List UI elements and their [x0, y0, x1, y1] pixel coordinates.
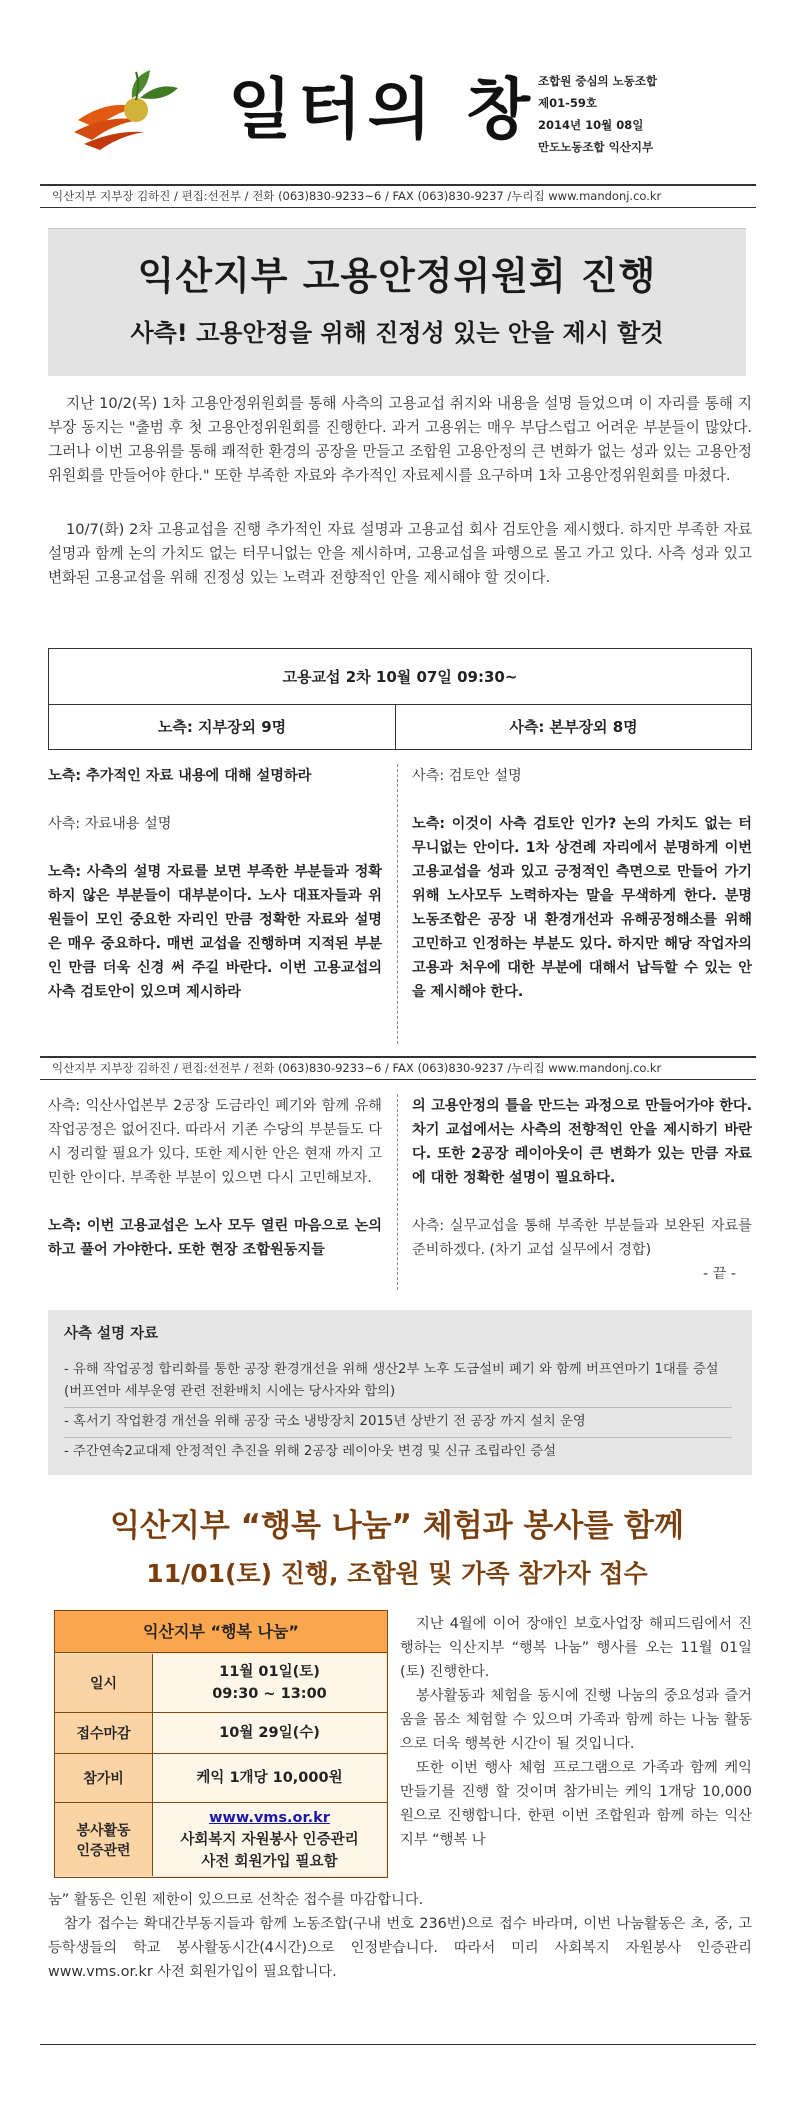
dialogue-line: 사측: 익산사업본부 2공장 도금라인 폐기와 함께 유해 작업공정은 없어진다. 따라서 기존 수당의 부분들도 다시 정리할 필요가 있다. 또한 제시한 안은 현재 까지 고민한 안이다. 부족한 부분이 있으면 다시 고민해보자.	[48, 1098, 382, 1186]
row-label-volunteer: 봉사활동 인증관련	[55, 1803, 153, 1876]
dialogue-line: 노측: 이번 고용교섭은 노사 모두 열린 마음으로 논의하고 풀어 가야한다. 또한 현장 조합원동지들	[48, 1218, 382, 1258]
happy-paragraph: 눔” 활동은 인원 제한이 있으므로 선착순 접수를 마감합니다.	[48, 1892, 424, 1908]
happy-paragraph: 참가 접수는 확대간부동지들과 함께 노동조합(구내 번호 236번)으로 접수 바라며, 이번 나눔활동은 초, 중, 고등학생들의 학교 봉사활동시간(4시간)으로 인정받습니다. 따라서 미리 사회복지 자원봉사 인증관리 www.vms.or.kr 사전 회원가입이 필요합니다.	[48, 1916, 752, 1980]
happy-sharing-subtitle: 11/01(토) 진행, 조합원 및 가족 참가자 접수	[146, 1559, 648, 1588]
dialogue-line: 노측: 사측의 설명 자료를 보면 부족한 부분들과 정확하지 않은 부분들이 대부분이다. 노사 대표자들과 위원들이 모인 중요한 자리인 만큼 정확한 자료와 설명은 매우 중요하다. 매번 교섭을 진행하며 지적된 부분인 만큼 더욱 신경 써 주길 바란다. 이번 고용교섭의 사측 검토안이 있으며 제시하라	[48, 864, 382, 1000]
intro-paragraph-2: 10/7(화) 2차 고용교섭을 진행 추가적인 자료 설명과 고용교섭 회사 검토안을 제시했다. 하지만 부족한 자료 설명과 함께 논의 가치도 없는 터무니없는 안을 제시하며, 고용교섭을 파행으로 몰고 가고 있다. 사측 성과 있고 변화된 고용교섭을 위해 진정성 있는 노력과 전향적인 안을 제시해야 할 것이다.	[48, 521, 752, 586]
masthead-info	[538, 70, 657, 158]
dialogue2-left-column	[48, 1094, 382, 1262]
row-value-fee	[153, 1754, 386, 1802]
table-header: 익산지부 “행복 나눔”	[55, 1611, 387, 1653]
happy-sharing-title: 익산지부 “행복 나눔” 체험과 봉사를 함께	[110, 1508, 684, 1544]
schedule-management: 사측: 본부장외 8명	[509, 718, 638, 736]
dialogue-line: 의 고용안정의 틀을 만드는 과정으로 만들어가야 한다. 차기 교섭에서는 사측의 전향적인 안을 제시하기 바란다. 또한 2공장 레이아웃이 큰 변화가 있는 만큼 자료에 대한 정확한 설명이 필요하다.	[412, 1098, 752, 1186]
union-logo	[70, 58, 190, 153]
publisher: 만도노동조합 익산지부	[538, 140, 654, 154]
masthead-title: 일터의 창	[228, 71, 537, 148]
datetime-date: 11월 01일(토)	[219, 1664, 320, 1680]
dialogue-line: 노측: 추가적인 자료 내용에 대해 설명하라	[48, 768, 312, 784]
headline: 익산지부 고용안정위원회 진행	[137, 254, 657, 298]
explanation-title: 사측 설명 자료	[64, 1326, 159, 1342]
negotiation-schedule-table	[48, 648, 752, 750]
headline-box	[48, 228, 746, 376]
column-divider	[397, 764, 398, 1044]
datetime-time: 09:30 ~ 13:00	[212, 1686, 327, 1702]
dialogue1-right-column	[412, 764, 752, 1004]
info-bar-top: 익산지부 지부장 김하진 / 편집:선전부 / 전화 (063)830-9233~6 / FAX (063)830-9237 /누리집 www.mandonj.co.kr	[40, 184, 756, 208]
row-label-deadline: 접수마감	[55, 1713, 153, 1753]
happy-paragraph: 지난 4월에 이어 장애인 보호사업장 해피드림에서 진행하는 익산지부 “행복 나눔” 행사를 오는 11월 01일(토) 진행한다.	[400, 1616, 752, 1680]
row-value-datetime	[153, 1654, 386, 1712]
volunteer-value-1: 사회복지 자원봉사 인증관리	[180, 1831, 359, 1848]
explanation-item: - 혹서기 작업환경 개선을 위해 공장 국소 냉방장치 2015년 상반기 전 공장 까지 설치 운영	[64, 1407, 732, 1437]
dialogue-line: 사측: 자료내용 설명	[48, 816, 172, 832]
volunteer-value-2: 사전 회원가입 필요함	[201, 1853, 338, 1870]
happy-sharing-body-bottom	[48, 1888, 752, 1984]
row-label-datetime: 일시	[55, 1654, 153, 1712]
management-explanation-box	[48, 1310, 752, 1475]
vms-link[interactable]: www.vms.or.kr	[209, 1809, 330, 1826]
schedule-labor: 노측: 지부장외 9명	[49, 705, 396, 749]
happy-sharing-table	[54, 1610, 388, 1878]
row-label-fee: 참가비	[55, 1754, 153, 1802]
row-value-volunteer	[153, 1803, 386, 1876]
explanation-item: - 유해 작업공정 합리화를 통한 공장 환경개선을 위해 생산2부 노후 도금설비 폐기 와 함께 버프연마기 1대를 증설 (버프연마 세부운영 관련 전환배치 시에는 당사자와 합의)	[64, 1362, 719, 1399]
explanation-list	[64, 1356, 732, 1467]
dialogue-line: 사측: 실무교섭을 통해 부족한 부분들과 보완된 자료를 준비하겠다. (차기 교섭 실무에서 경합)	[412, 1218, 752, 1258]
issue-number: 제01-59호	[538, 96, 597, 110]
dialogue1-left-column	[48, 764, 382, 1004]
happy-paragraph: 또한 이번 행사 체험 프로그램으로 가족과 함께 케익 만들기를 진행 할 것이며 참가비는 케익 1개당 10,000원으로 진행합니다. 한편 이번 조합원과 함께 하는 익산지부 “행복 나	[400, 1760, 752, 1848]
column-divider	[397, 1094, 398, 1290]
happy-sharing-body-right	[400, 1612, 752, 1852]
info-bar-middle: 익산지부 지부장 김하진 / 편집:선전부 / 전화 (063)830-9233~6 / FAX (063)830-9237 /누리집 www.mandonj.co.kr	[40, 1056, 756, 1080]
schedule-title: 고용교섭 2차 10월 07일 09:30~	[49, 649, 751, 705]
happy-paragraph: 봉사활동과 체험을 동시에 진행 나눔의 중요성과 즐거움을 몸소 체험할 수 있으며 가족과 함께 하는 나눔 활동으로 더욱 행복한 시간이 될 것입니다.	[400, 1688, 752, 1752]
deadline-value: 10월 29일(수)	[219, 1725, 320, 1741]
row-value-deadline	[153, 1713, 386, 1753]
subheadline: 사측! 고용안정을 위해 진정성 있는 안을 제시 할것	[130, 319, 664, 347]
dialogue-line: 노측: 이것이 사측 검토안 인가? 논의 가치도 없는 터무니없는 안이다. 1차 상견례 자리에서 분명하게 이번 고용교섭을 성과 있고 긍정적인 측면으로 만들어 가기위해 노사모두 노력하자는 말을 무색하게 한다. 분명 노동조합은 공장 내 환경개선과 유해공정해소를 위해 고민하고 인정하는 부분도 있다. 하지만 해당 작업자의 고용과 처우에 대한 부분에 대해서 납득할 수 있는 안을 제시해야 한다.	[412, 816, 752, 1000]
explanation-item: - 주간연속2교대제 안정적인 추진을 위해 2공장 레이아웃 변경 및 신규 조립라인 증설	[64, 1437, 732, 1467]
fee-value: 케익 1개당 10,000원	[196, 1770, 343, 1786]
dialogue2-right-column	[412, 1094, 752, 1286]
issue-date: 2014년 10월 08일	[538, 118, 644, 132]
end-mark: - 끝 -	[703, 1266, 736, 1282]
bottom-rule	[40, 2044, 756, 2045]
dialogue-line: 사측: 검토안 설명	[412, 768, 522, 784]
masthead-slogan: 조합원 중심의 노동조합	[538, 74, 658, 88]
intro-paragraph-1: 지난 10/2(목) 1차 고용안정위원회를 통해 사측의 고용교섭 취지와 내용을 설명 들었으며 이 자리를 통해 지부장 동지는 "출범 후 첫 고용안정위원회를 진행한다. 과거 고용위는 매우 부담스럽고 어려운 부분들이 많았다. 그러나 이번 고용위를 통해 쾌적한 환경의 공장을 만들고 조합원 고용안정의 큰 변화가 없는 성과 있는 고용안정위원회를 만들어야 한다." 또한 부족한 자료와 추가적인 자료제시를 요구하며 1차 고용안정위원회를 마쳤다.	[48, 395, 752, 484]
